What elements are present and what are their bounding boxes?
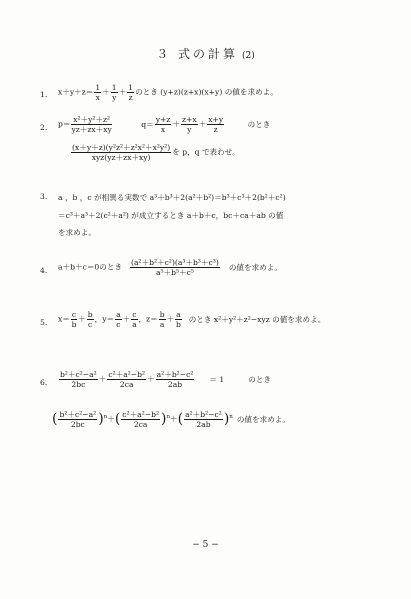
- problem-2-line-2: $\frac{\text{(x＋y＋z)(y²z²＋z²x²＋x²y²)}}{\text{xyz(yz＋zx＋xy)}}$ を p，q で表わせ。: [72, 143, 240, 162]
- fraction: $\frac{b}{c}$: [87, 310, 93, 329]
- fraction: $\frac{\text{(x＋y＋z)(y²z²＋z²x²＋x²y²)}}{\text{xyz(yz＋zx＋xy)}}$: [72, 143, 171, 162]
- fraction: $\frac{y+z}{x}$: [155, 115, 171, 134]
- fraction: $\frac{1}{y}$: [111, 83, 117, 102]
- fraction: $\frac{\text{x²＋y²＋z²}}{yz+zx+xy}$: [71, 115, 112, 134]
- problem-2-number: 2.: [40, 123, 48, 132]
- fraction: $\frac{b}{a}$: [159, 310, 165, 329]
- fraction: $\frac{\text{a²＋b²−c²}}{2ab}$: [185, 410, 222, 429]
- page-title: [0, 45, 411, 62]
- problem-4-number: 4.: [40, 266, 48, 275]
- fraction: $\frac{\text{c²＋a²−b²}}{2ca}$: [108, 370, 146, 389]
- title-text: ３ 式の計算: [156, 47, 239, 61]
- fraction: $\frac{\text{b²＋c²−a²}}{2bc}$: [60, 370, 97, 389]
- problem-1: x＋y＋z＝ $\frac{1}{x}$ ＋ $\frac{1}{y}$ ＋ $\frac{1}{z}$ のとき (y+z)(z+x)(x+y) の値を求めよ。: [58, 83, 278, 102]
- fraction: $\frac{\text{(a²＋b²＋c²)(a³＋b³＋c³)}}{\text{a⁵＋b⁵＋c⁵}}$: [131, 258, 219, 277]
- problem-5: x＝ $\frac{c}{b}$ ＋ $\frac{b}{c}$ ，y＝ $\frac{a}{c}$ ＋ $\frac{c}{a}$ ，z＝ $\frac{b}{a}$ ＋ $\frac{a}{b}$ のとき x²＋y²＋z²−xyz の値を求めよ。: [58, 310, 326, 329]
- problem-5-number: 5.: [40, 318, 48, 327]
- fraction: $\frac{c}{b}$: [71, 310, 77, 329]
- page-number: − 5 −: [192, 540, 219, 550]
- problem-3-line-2: ＝c³＋a³＋2(c²＋a²) が成立するとき a＋b＋c，bc＋ca＋ab の値: [58, 211, 284, 220]
- fraction: $\frac{a}{b}$: [176, 310, 181, 329]
- problem-3-number: 3.: [40, 192, 48, 201]
- fraction: $\frac{c}{a}$: [132, 310, 137, 329]
- fraction: $\frac{1}{x}$: [95, 83, 101, 102]
- fraction: $\frac{\text{c²＋a²−b²}}{2ca}$: [122, 410, 160, 429]
- problem-4: a＋b＋c＝0のとき $\frac{\text{(a²＋b²＋c²)(a³＋b³＋c³)}}{\text{a⁵＋b⁵＋c⁵}}$ の値を求めよ。: [58, 258, 282, 277]
- problem-2-line-1: p＝ $\frac{\text{x²＋y²＋z²}}{yz+zx+xy}$ q＝ $\frac{y+z}{x}$ ＋ $\frac{z+x}{y}$ ＋ $\frac{x+y}{z}$ のとき: [58, 115, 271, 134]
- fraction: $\frac{a}{c}$: [116, 310, 121, 329]
- problem-1-number: 1.: [40, 90, 48, 99]
- fraction: $\frac{1}{z}$: [128, 83, 134, 102]
- problem-6-line-2: ( $\frac{\text{b²＋c²−a²}}{2bc}$ )$^n$＋( $\frac{\text{c²＋a²−b²}}{2ca}$ )$^n$＋( $\frac{\text{a²＋b²−c²}}{2ab}$ )$^n$ の値を求めよ。: [52, 410, 290, 429]
- problem-6-number: 6.: [40, 378, 48, 387]
- problem-3-line-1: a ，b ，c が相異る実数で a³＋b³＋2(a²＋b²)＝b³＋c³＋2(b²＋c²): [58, 193, 286, 202]
- fraction: $\frac{\text{a²＋b²−c²}}{2ab}$: [156, 370, 194, 389]
- fraction: $\frac{x+y}{z}$: [208, 115, 224, 134]
- problem-6-line-1: $\frac{\text{b²＋c²−a²}}{2bc}$ ＋ $\frac{\text{c²＋a²−b²}}{2ca}$ ＋ $\frac{\text{a²＋b²−c²}}{2ab}$ ＝ 1 のとき: [60, 370, 272, 389]
- title-sub: (2): [242, 51, 255, 61]
- fraction: $\frac{\text{b²＋c²−a²}}{2bc}$: [59, 410, 97, 429]
- problem-3-line-3: を求めよ。: [58, 228, 96, 237]
- fraction: $\frac{z+x}{y}$: [181, 115, 197, 134]
